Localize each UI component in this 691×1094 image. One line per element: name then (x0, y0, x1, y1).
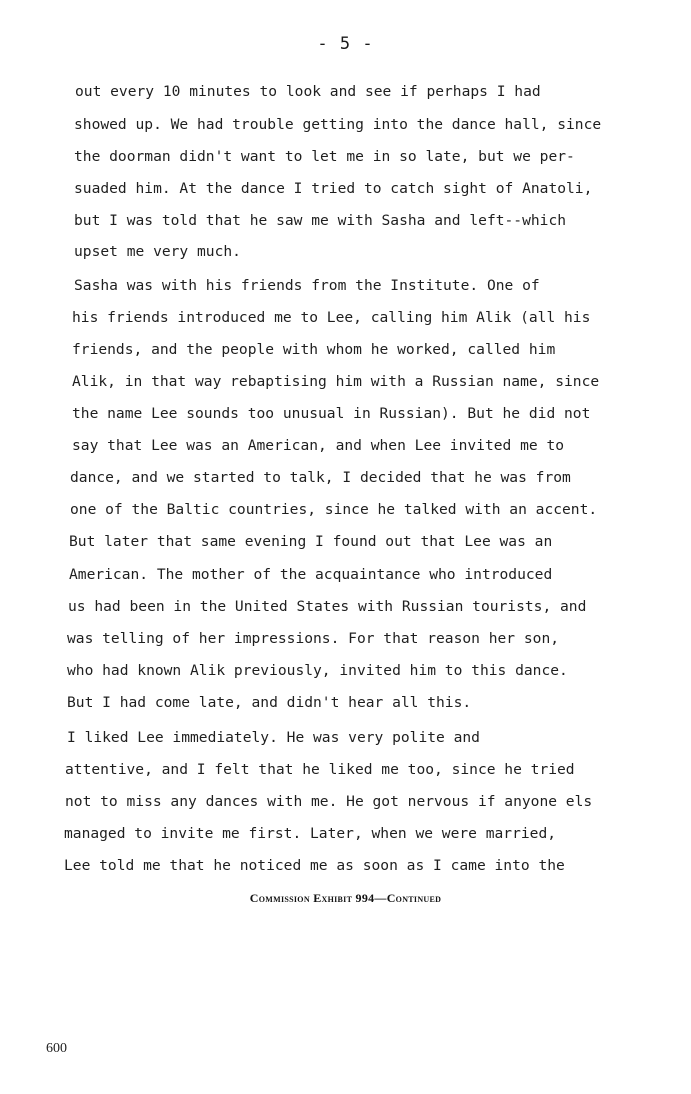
body-line: But later that same evening I found out that Lee was an (69, 533, 553, 550)
body-line: say that Lee was an American, and when Lee invited me to (72, 437, 565, 454)
body-line: I liked Lee immediately. He was very polite and (67, 729, 480, 746)
body-line: the name Lee sounds too unusual in Russian). But he did not (72, 405, 591, 422)
body-line: out every 10 minutes to look and see if perhaps I had (75, 83, 541, 100)
body-line: his friends introduced me to Lee, calling him Alik (all his (72, 309, 591, 326)
body-line: the doorman didn't want to let me in so late, but we per- (74, 148, 575, 165)
folio-page-number: 600 (46, 1041, 67, 1056)
body-line: Lee told me that he noticed me as soon as I came into the (64, 857, 565, 874)
body-line: but I was told that he saw me with Sasha and left--which (74, 212, 567, 229)
body-line: us had been in the United States with Russian tourists, and (68, 598, 587, 615)
body-line: upset me very much. (74, 243, 241, 260)
body-line: who had known Alik previously, invited him to this dance. (67, 662, 568, 679)
body-line: dance, and we started to talk, I decided that he was from (70, 469, 571, 486)
body-line: showed up. We had trouble getting into the dance hall, since (74, 116, 602, 133)
body-line: American. The mother of the acquaintance who introduced (69, 566, 553, 583)
body-line: was telling of her impressions. For that reason her son, (67, 630, 560, 647)
body-line: suaded him. At the dance I tried to catch sight of Anatoli, (74, 180, 593, 197)
body-line: managed to invite me first. Later, when we were married, (64, 825, 557, 842)
body-line: one of the Baltic countries, since he talked with an accent. (70, 501, 598, 518)
body-line: Alik, in that way rebaptising him with a Russian name, since (72, 373, 600, 390)
body-line: But I had come late, and didn't hear all this. (67, 694, 472, 711)
body-line: attentive, and I felt that he liked me too, since he tried (65, 761, 575, 778)
body-line: Sasha was with his friends from the Institute. One of (74, 277, 540, 294)
page-marker: - 5 - (317, 34, 374, 54)
body-line: not to miss any dances with me. He got nervous if anyone els (65, 793, 593, 810)
body-line: friends, and the people with whom he worked, called him (72, 341, 556, 358)
exhibit-caption: Commission Exhibit 994—Continued (249, 891, 442, 905)
